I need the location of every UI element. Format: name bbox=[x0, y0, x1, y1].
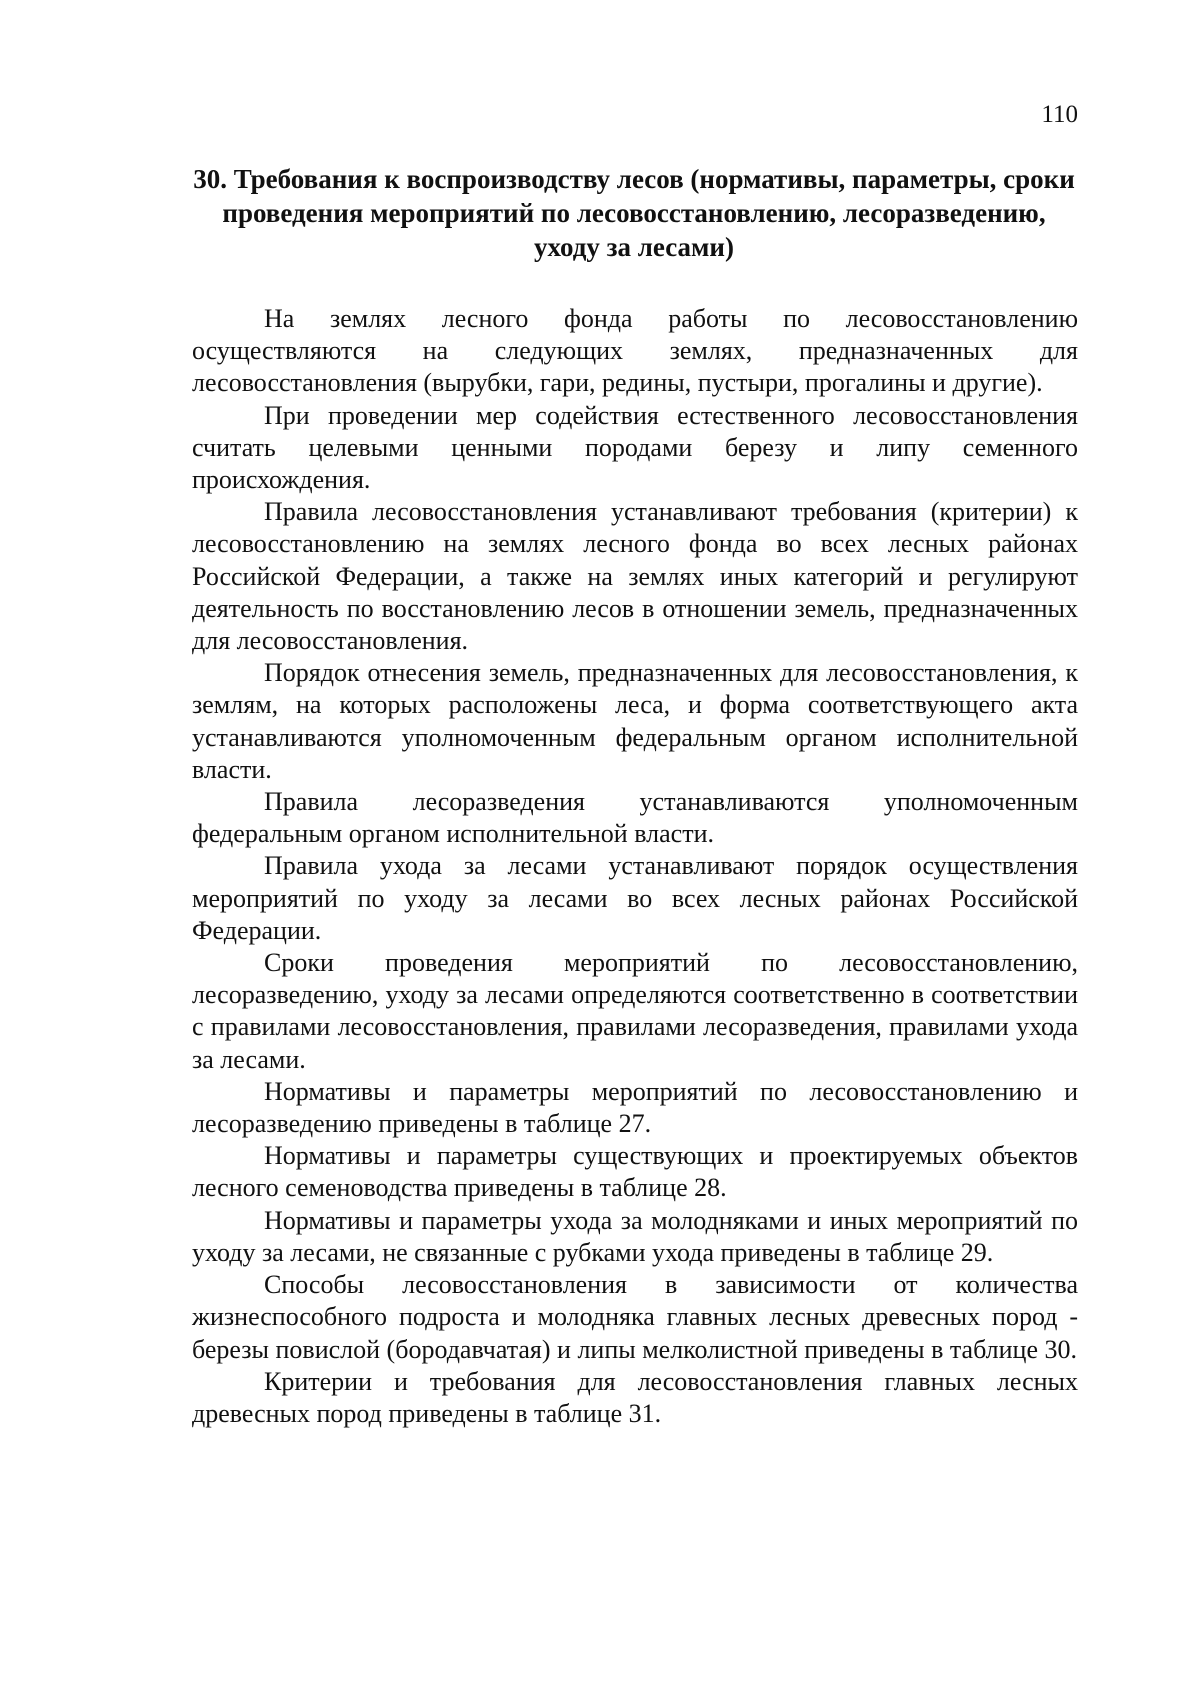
section-heading: 30. Требования к воспроизводству лесов (нормативы, параметры, сроки проведения мероприятий по лесовосстановлению, лесоразведению, уходу за лесами) bbox=[193, 164, 1075, 262]
paragraph: Нормативы и параметры мероприятий по лесовосстановлению и лесоразведению приведены в таблице 27. bbox=[192, 1076, 1078, 1139]
paragraph: Сроки проведения мероприятий по лесовосстановлению, лесоразведению, уходу за лесами определяются соответственно в соответствии с правилами лесовосстановления, правилами лесоразведения, правилами ухода за лесами. bbox=[192, 948, 1078, 1074]
paragraph: Нормативы и параметры ухода за молодняками и иных мероприятий по уходу за лесами, не связанные с рубками ухода приведены в таблице 29. bbox=[192, 1205, 1078, 1267]
paragraph: При проведении мер содействия естественного лесовосстановления считать целевыми ценными породами березу и липу семенного происхождения. bbox=[192, 400, 1078, 495]
paragraph: Правила лесоразведения устанавливаются уполномоченным федеральным органом исполнительной власти. bbox=[192, 787, 1078, 849]
paragraph: Способы лесовосстановления в зависимости от количества жизнеспособного подроста и молодняка главных лесных древесных пород - березы повислой (бородавчатая) и липы мелколистной приведены в таблице 30. bbox=[192, 1270, 1078, 1364]
paragraph: Нормативы и параметры существующих и проектируемых объектов лесного семеноводства приведены в таблице 28. bbox=[192, 1141, 1078, 1203]
paragraph: Порядок отнесения земель, предназначенных для лесовосстановления, к землям, на которых расположены леса, и форма соответствующего акта устанавливаются уполномоченным федеральным органом исполнительной власти. bbox=[192, 658, 1078, 784]
page-number: 110 bbox=[1041, 101, 1078, 128]
paragraph: Критерии и требования для лесовосстановления главных лесных древесных пород приведены в таблице 31. bbox=[192, 1366, 1078, 1428]
paragraph: Правила ухода за лесами устанавливают порядок осуществления мероприятий по уходу за лесами во всех лесных районах Российской Федерации. bbox=[192, 851, 1078, 945]
paragraph: Правила лесовосстановления устанавливают требования (критерии) к лесовосстановлению на землях лесного фонда во всех лесных районах Российской Федерации, а также на землях иных категорий и регулируют деятельность по восстановлению лесов в отношении земель, предназначенных для лесовосстановления. bbox=[192, 497, 1078, 656]
paragraph: На землях лесного фонда работы по лесовосстановлению осуществляются на следующих землях, предназначенных для лесовосстановления (вырубки, гари, редины, пустыри, прогалины и другие). bbox=[192, 304, 1078, 398]
section-body bbox=[192, 303, 1078, 1430]
